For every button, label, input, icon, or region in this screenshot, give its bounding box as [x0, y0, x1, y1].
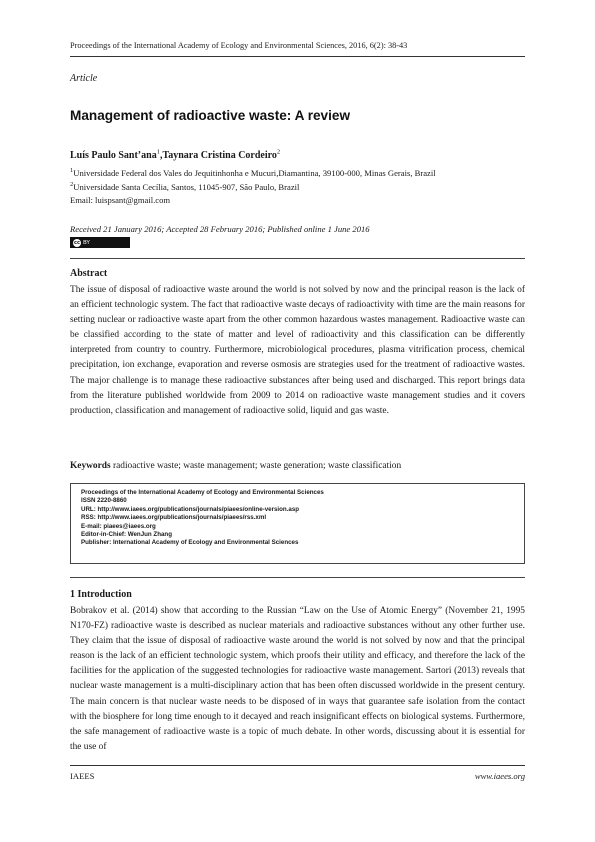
- journal-rss-link[interactable]: RSS: http://www.iaees.org/publications/journals/piaees/rss.xml: [81, 514, 267, 522]
- paper-title: Management of radioactive waste: A review: [70, 108, 351, 123]
- keywords-text: radioactive waste; waste management; waste generation; waste classification: [112, 461, 402, 471]
- author-name: Luís Paulo Sant’ana: [70, 150, 157, 161]
- header-rule: [70, 56, 525, 57]
- journal-name: Proceedings of the International Academy of Ecology and Environmental Sciences: [81, 489, 324, 496]
- journal-publisher: Publisher: International Academy of Ecology and Environmental Sciences: [81, 539, 299, 547]
- footer-website-link[interactable]: www.iaees.org: [474, 771, 525, 781]
- keywords-label: Keywords: [70, 461, 111, 471]
- cc-license-badge[interactable]: [70, 237, 130, 248]
- journal-email-link[interactable]: E-mail: piaees@iaees.org: [81, 522, 156, 530]
- creative-commons-icon: cc: [74, 239, 80, 246]
- author-list: [70, 150, 280, 161]
- section-divider: [70, 577, 525, 578]
- section-divider: [70, 258, 525, 259]
- affiliation-mark: 2: [70, 181, 74, 189]
- introduction-body: Bobrakov et al. (2014) show that according to the Russian “Law on the Use of Atomic Energy” (November 21, 1995 N170-FZ) radioactive waste is described as nuclear materials and radioactive substances without any other further use. They claim that the issue of disposal of radioactive waste around the world is not solved by now and that the principal reason is the lack of an efficient technologic system, which proofs their utility and efficacy, and therefore the lack of the facilities for the application of the suggested technologies for radioactive waste management. Sartori (2013) reveals that nuclear waste management is a multi-disciplinary action that has been often discussed worldwide in the present century. The main concern is that nuclear waste needs to be disposed of in ways that guarantee safe isolation from the contact with the biosphere for long time enough to it decayed and reach insignificant effects on biological systems. Furthermore, the safe management of radioactive waste is a topic of much debate. In other words, discussing about it is essential for the use of: [70, 606, 525, 752]
- author-affiliation-mark: 1: [156, 148, 160, 156]
- journal-info-box: [70, 483, 525, 564]
- introduction-heading: 1 Introduction: [70, 589, 132, 600]
- abstract-heading: Abstract: [70, 268, 108, 279]
- contact-email[interactable]: Email: luispsant@gmail.com: [70, 195, 171, 205]
- affiliation-2: [70, 182, 299, 192]
- journal-url-link[interactable]: URL: http://www.iaees.org/publications/journals/piaees/online-version.asp: [81, 505, 300, 513]
- license-label: BY: [83, 239, 90, 246]
- author-name: Taynara Cristina Cordeiro: [162, 150, 277, 161]
- keywords-line: [70, 461, 525, 471]
- author-affiliation-mark: 2: [276, 148, 281, 156]
- journal-issn: ISSN 2220-8860: [81, 497, 127, 505]
- affiliation-1: [70, 168, 436, 178]
- affiliation-mark: 1: [70, 167, 74, 175]
- journal-editor: Editor-in-Chief: WenJun Zhang: [81, 531, 172, 539]
- abstract-body: The issue of disposal of radioactive waste around the world is not solved by now and the principal reason is the lack of an efficient technologic system. The fact that radioactive waste decays of radioactivity with time are the main reasons for setting nuclear or radioactive waste apart from the other common hazardous wastes management. Radioactive waste can be classified according to the state of matter and level of radioactivity and this classification can be differently interpreted from country to country. Furthermore, microbiological procedures, plasma vitrification process, chemical precipitation, ion exchange, evaporation and reverse osmosis are strategies used for the treatment of radioactive wastes. The major challenge is to manage these radioactive substances after being used and discharged. This report brings data from the literature published worldwide from 2009 to 2014 on radioactive waste management studies and it covers production, classification and management of radioactive solid, liquid and gas waste.: [70, 285, 525, 416]
- affiliation-text: Universidade Santa Cecília, Santos, 11045-907, São Paulo, Brazil: [73, 182, 300, 192]
- footer-publisher: IAEES: [70, 771, 95, 781]
- running-head: Proceedings of the International Academy of Ecology and Environmental Sciences, 2016, 6(2): 38-43: [70, 41, 408, 50]
- publication-dates: Received 21 January 2016; Accepted 28 February 2016; Published online 1 June 2016: [70, 224, 370, 234]
- affiliation-text: Universidade Federal dos Vales do Jequitinhonha e Mucuri,Diamantina, 39100-000, Minas Gerais, Brazil: [73, 168, 436, 178]
- footer-rule: [70, 765, 525, 766]
- article-type: Article: [70, 73, 98, 84]
- author-separator: ,: [159, 150, 163, 161]
